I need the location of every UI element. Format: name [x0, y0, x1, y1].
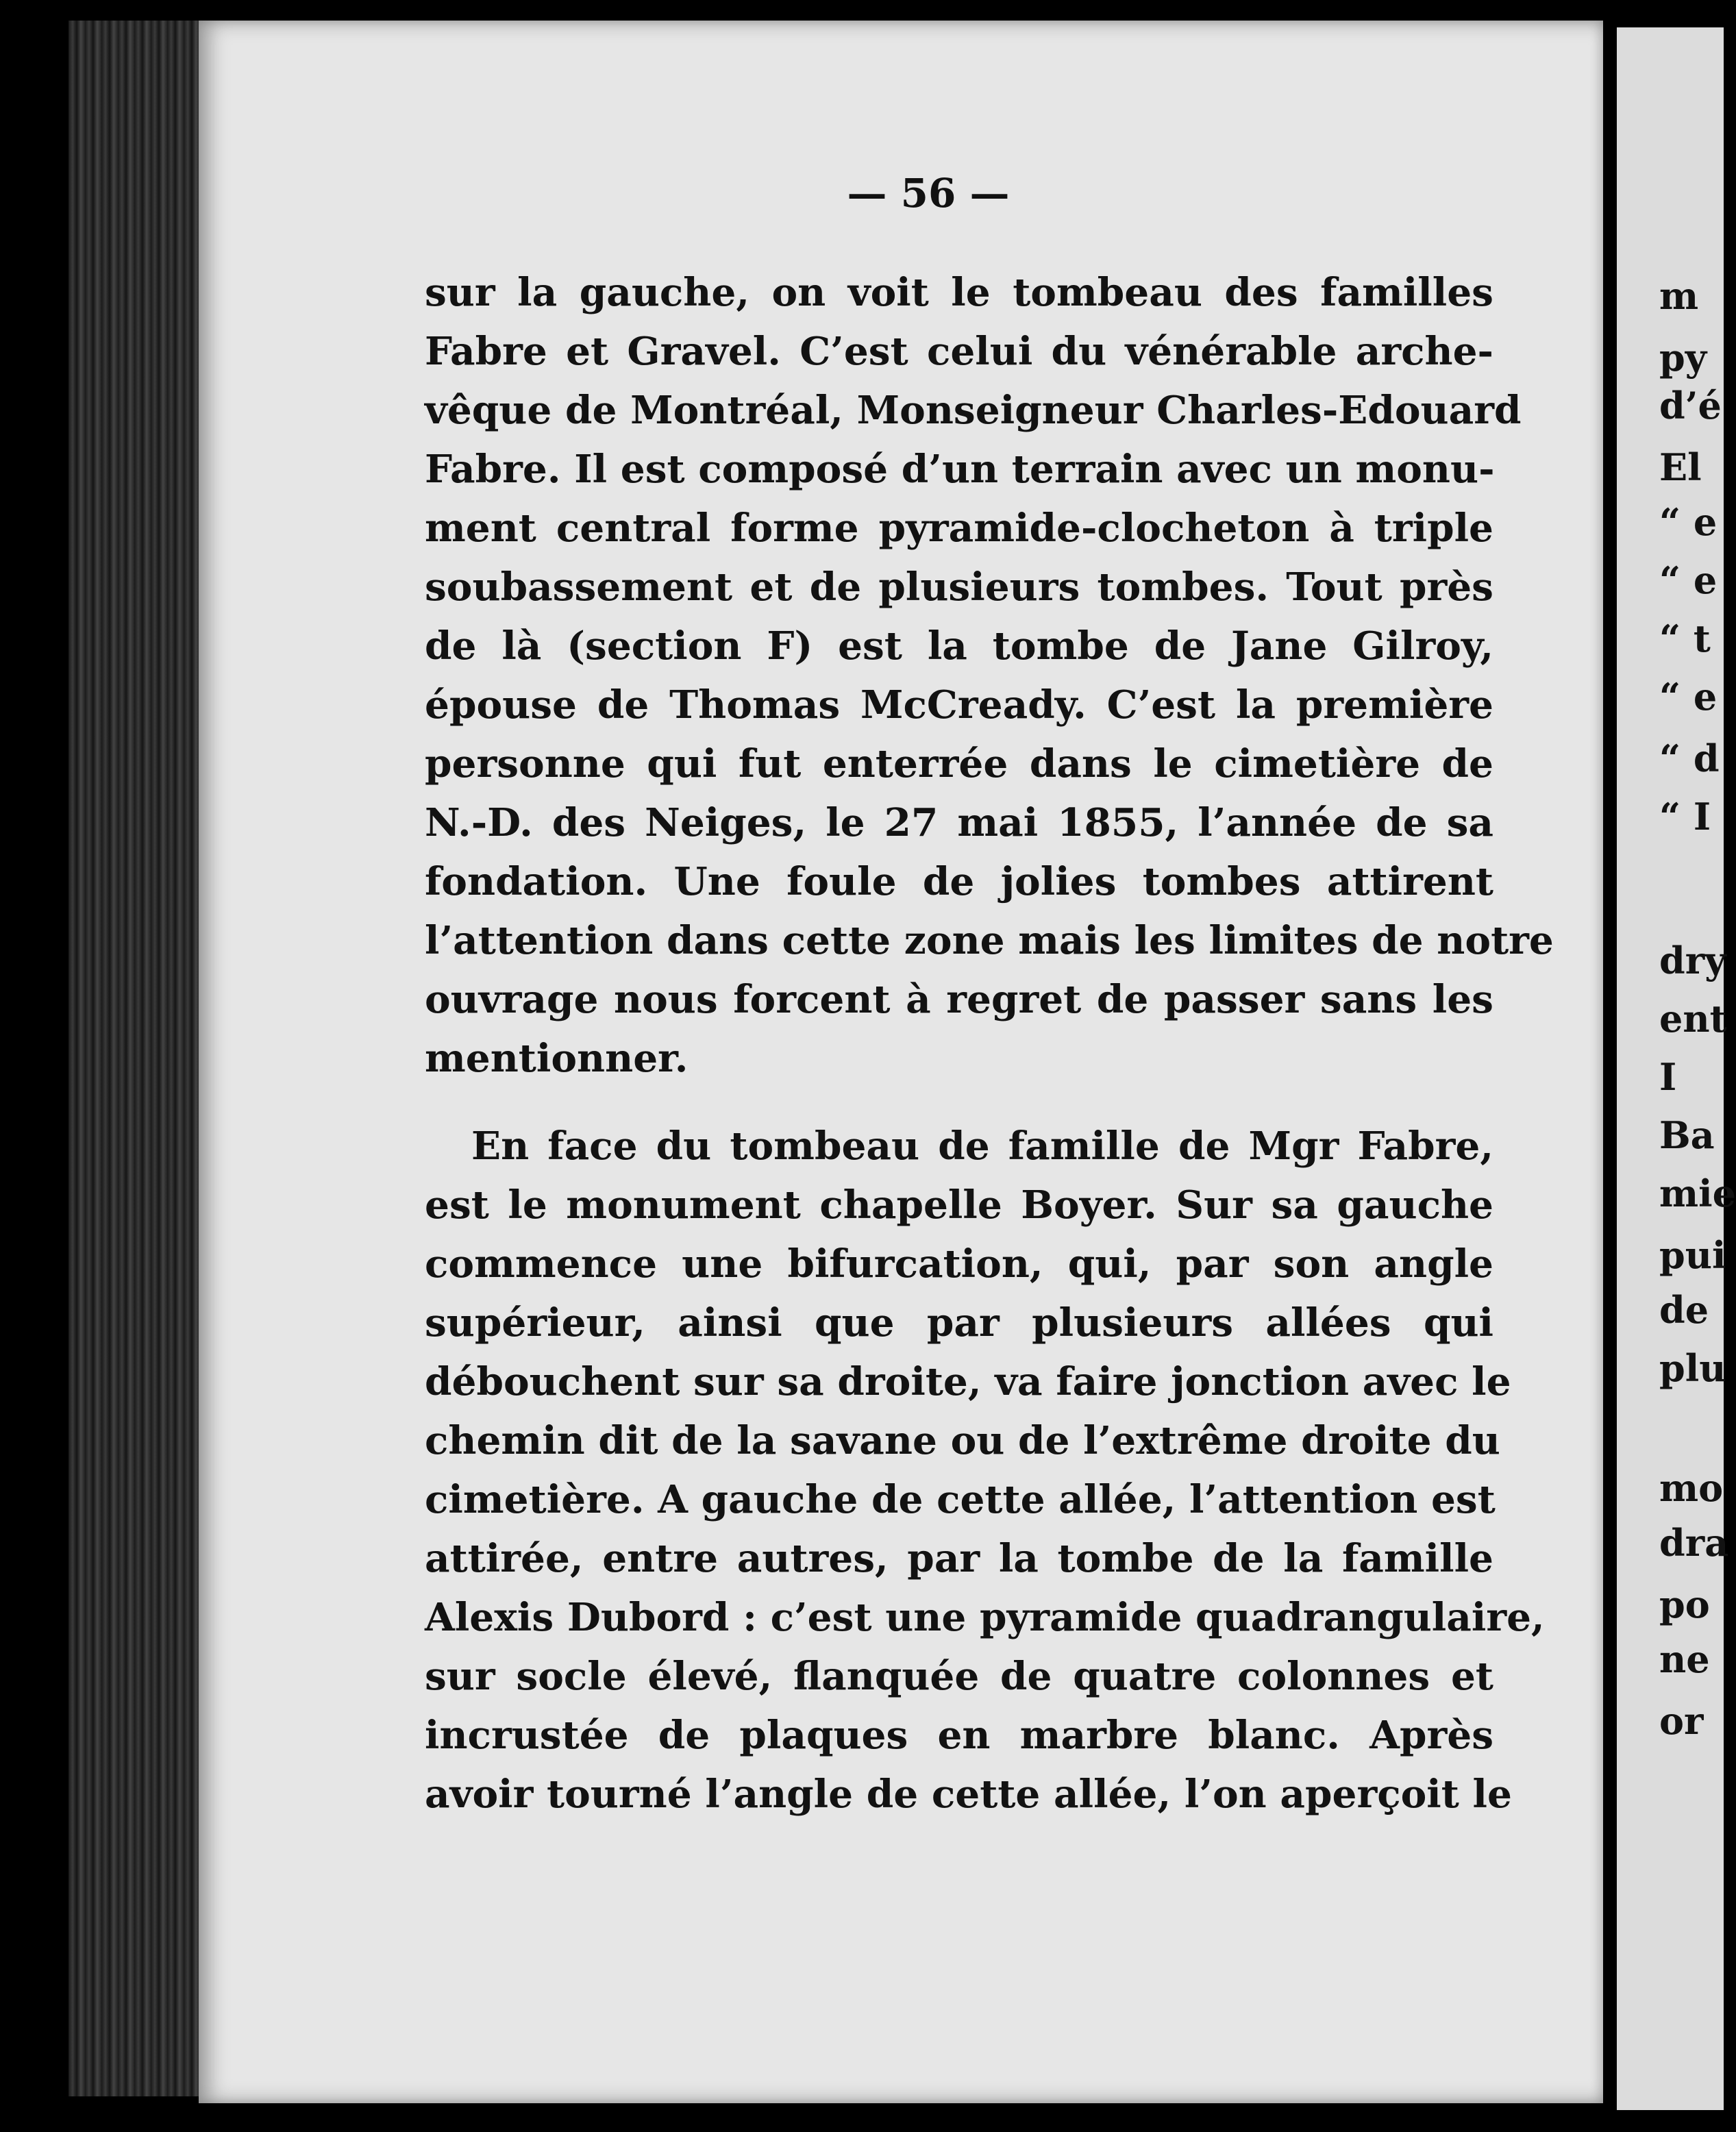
fragment-line: dra: [1659, 1521, 1729, 1565]
fragment-line: ne: [1659, 1637, 1710, 1681]
text-line: l’attention dans cette zone mais les limites de notre: [425, 918, 1554, 963]
text-line: débouchent sur sa droite, va faire jonction avec le: [425, 1359, 1511, 1404]
text-line: Fabre. Il est composé d’un terrain avec un monu-: [425, 447, 1495, 492]
text-line: supérieur, ainsi que par plusieurs allées qui: [425, 1300, 1493, 1346]
text-line: ouvrage nous forcent à regret de passer sans les: [425, 977, 1493, 1022]
text-line: est le monument chapelle Boyer. Sur sa gauche: [425, 1182, 1493, 1228]
text-line: de là (section F) est la tombe de Jane Gilroy,: [425, 623, 1493, 669]
book-page-edges: [69, 21, 206, 2096]
adjacent-page-fragment: [1617, 27, 1736, 2110]
text-line: commence une bifurcation, qui, par son angle: [425, 1241, 1493, 1287]
fragment-line: plu: [1659, 1346, 1726, 1390]
text-line: chemin dit de la savane ou de l’extrême droite du: [425, 1418, 1500, 1463]
fragment-line: mie: [1659, 1172, 1736, 1215]
fragment-line: de: [1659, 1288, 1709, 1332]
fragment-line: ent: [1659, 997, 1727, 1041]
text-line: soubassement et de plusieurs tombes. Tout près: [425, 565, 1493, 610]
fragment-line: “ t: [1659, 617, 1711, 660]
text-line: personne qui fut enterrée dans le cimetière de: [425, 741, 1493, 786]
text-line: Fabre et Gravel. C’est celui du vénérable arche-: [425, 329, 1493, 374]
text-line: attirée, entre autres, par la tombe de la famille: [425, 1536, 1493, 1581]
fragment-line: pui: [1659, 1233, 1726, 1277]
text-line: sur la gauche, on voit le tombeau des familles: [425, 270, 1493, 315]
fragment-line: Ba: [1659, 1113, 1715, 1157]
fragment-line: “ e: [1659, 500, 1718, 544]
fragment-line: m: [1659, 274, 1699, 318]
text-line: Alexis Dubord : c’est une pyramide quadrangulaire,: [425, 1595, 1545, 1640]
text-line: épouse de Thomas McCready. C’est la première: [425, 682, 1493, 728]
fragment-line: El: [1659, 445, 1702, 489]
text-line: vêque de Montréal, Monseigneur Charles-Edouard: [425, 388, 1522, 433]
page-number: — 56 —: [847, 170, 1010, 216]
text-line: N.-D. des Neiges, le 27 mai 1855, l’année de sa: [425, 800, 1493, 845]
text-line: mentionner.: [425, 1036, 689, 1081]
text-line: sur socle élevé, flanquée de quatre colonnes et: [425, 1654, 1493, 1699]
fragment-line: mo: [1659, 1466, 1724, 1510]
body-text: [425, 263, 1554, 1824]
text-line: ment central forme pyramide-clocheton à triple: [425, 506, 1493, 551]
paragraph-1: [425, 263, 1554, 1088]
fragment-line: or: [1659, 1699, 1704, 1743]
fragment-line: “ d: [1659, 736, 1720, 780]
paragraph-gap: [425, 1088, 1493, 1117]
fragment-line: po: [1659, 1583, 1710, 1626]
fragment-line: d’é: [1659, 384, 1722, 427]
fragment-line: “ I: [1659, 795, 1711, 839]
text-line: En face du tombeau de famille de Mgr Fabre,: [471, 1124, 1493, 1169]
fragment-line: py: [1659, 336, 1707, 380]
text-line: incrustée de plaques en marbre blanc. Après: [425, 1713, 1493, 1758]
paragraph-2: [425, 1117, 1545, 1824]
text-line: fondation. Une foule de jolies tombes attirent: [425, 859, 1493, 904]
fragment-line: “ e: [1659, 675, 1718, 719]
text-line: cimetière. A gauche de cette allée, l’attention est: [425, 1477, 1496, 1522]
fragment-line: “ e: [1659, 558, 1718, 602]
fragment-line: dry: [1659, 939, 1726, 982]
text-line: avoir tourné l’angle de cette allée, l’on aperçoit le: [425, 1772, 1512, 1817]
fragment-line: I: [1659, 1055, 1677, 1099]
